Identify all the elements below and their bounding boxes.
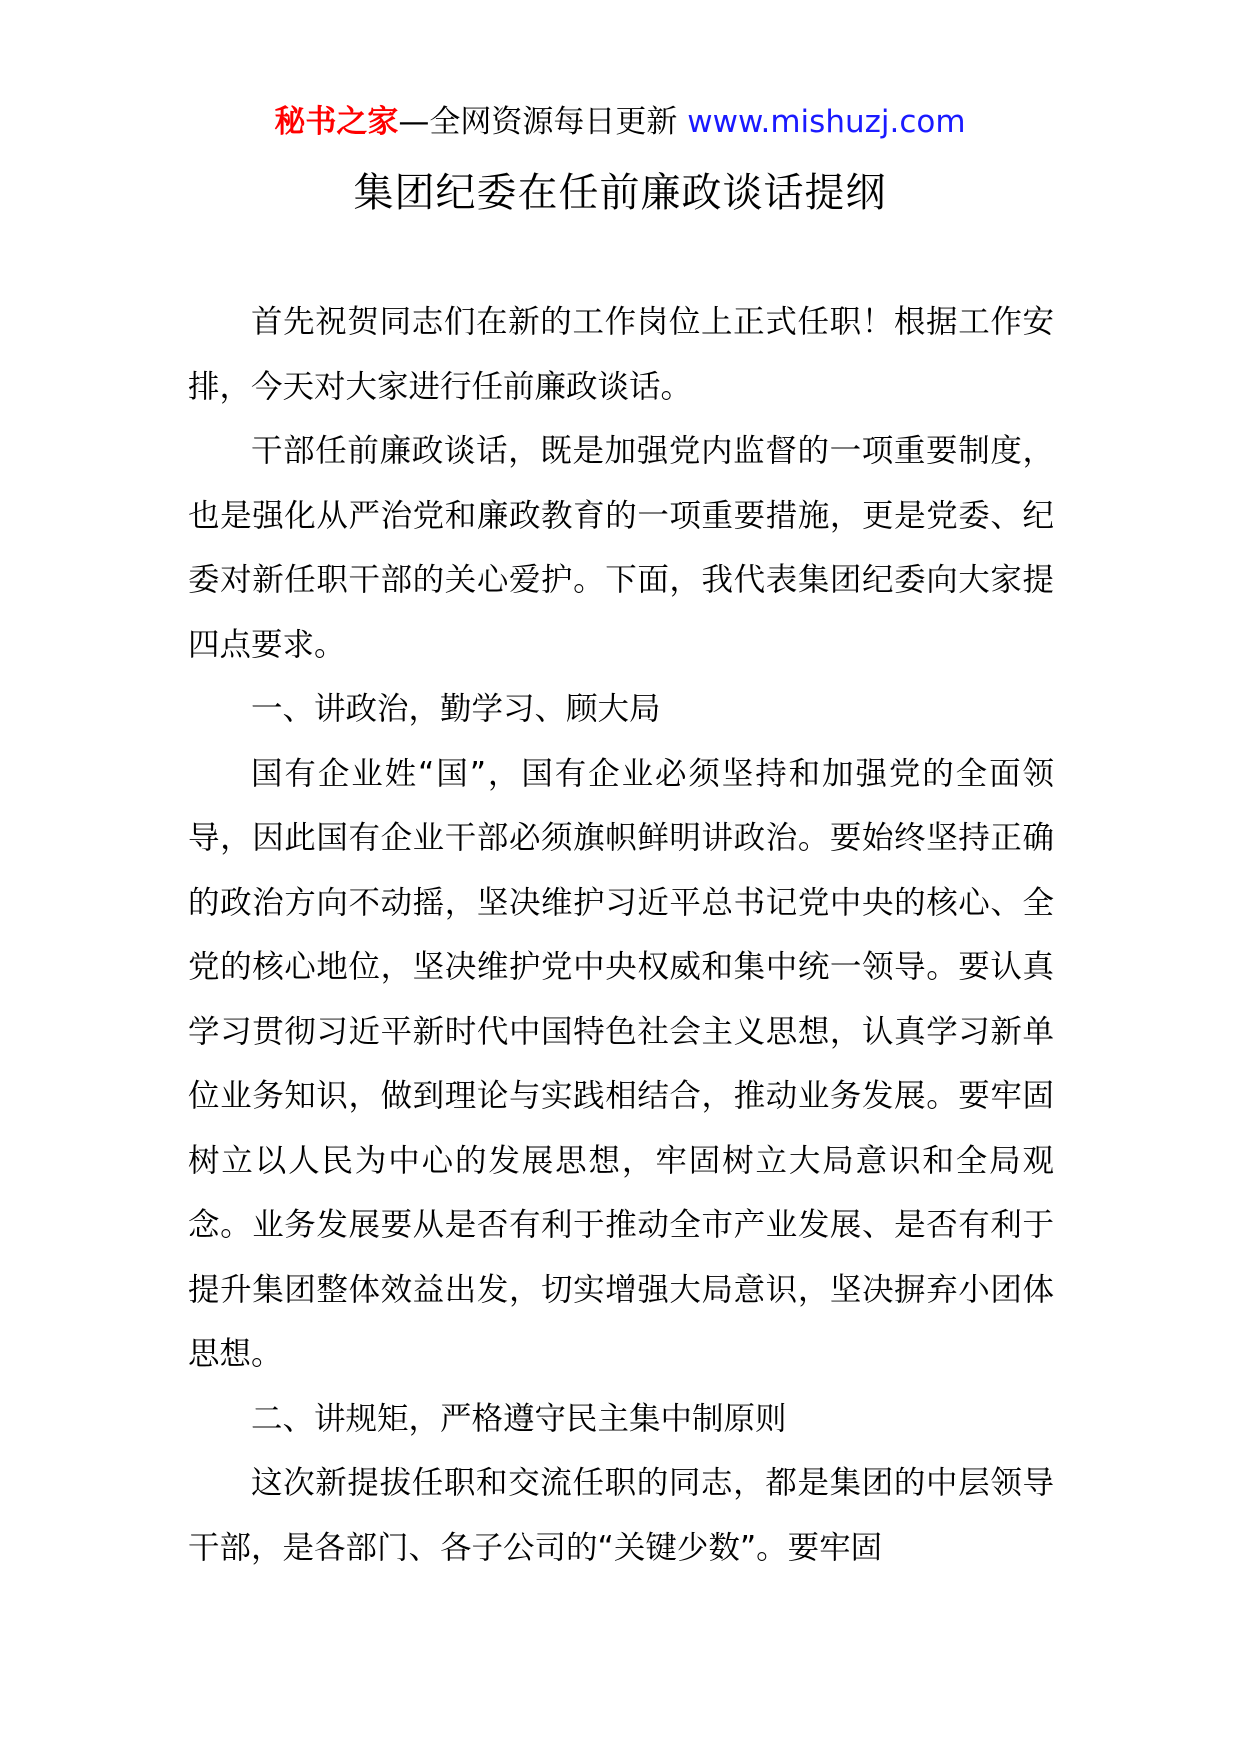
site-slogan: —全网资源每日更新 <box>398 104 688 140</box>
paragraph-purpose: 干部任前廉政谈话，既是加强党内监督的一项重要制度，也是强化从严治党和廉政教育的一项重要措施，更是党委、纪委对新任职干部的关心爱护。下面，我代表集团纪委向大家提四点要求。 <box>188 433 1054 663</box>
paragraph-section-1: 国有企业姓“国”，国有企业必须坚持和加强党的全面领导，因此国有企业干部必须旗帜鲜明讲政治。要始终坚持正确的政治方向不动摇，坚决维护习近平总书记党中央的核心、全党的核心地位，坚决维护党中央权威和集中统一领导。要认真学习贯彻习近平新时代中国特色社会主义思想，认真学习新单位业务知识，做到理论与实践相结合，推动业务发展。要牢固树立以人民为中心的发展思想，牢固树立大局意识和全局观念。业务发展要从是否有利于推动全市产业发展、是否有利于提升集团整体效益出发，切实增强大局意识，坚决摒弃小团体思想。 <box>188 755 1054 1372</box>
document-body <box>188 290 1054 1580</box>
paragraph-intro: 首先祝贺同志们在新的工作岗位上正式任职！根据工作安排，今天对大家进行任前廉政谈话。 <box>188 304 1054 405</box>
brand-name: 秘书之家 <box>274 104 399 140</box>
section-heading-1: 一、讲政治，勤学习、顾大局 <box>251 691 661 727</box>
section-heading-2: 二、讲规矩，严格遵守民主集中制原则 <box>251 1400 787 1437</box>
document-title: 集团纪委在任前廉政谈话提纲 <box>353 170 887 216</box>
site-url[interactable]: www.mishuzj.com <box>687 104 966 140</box>
paragraph-section-2: 这次新提拔任职和交流任职的同志，都是集团的中层领导干部，是各部门、各子公司的“关键少数”。要牢固 <box>188 1465 1054 1566</box>
site-header <box>0 100 1240 144</box>
